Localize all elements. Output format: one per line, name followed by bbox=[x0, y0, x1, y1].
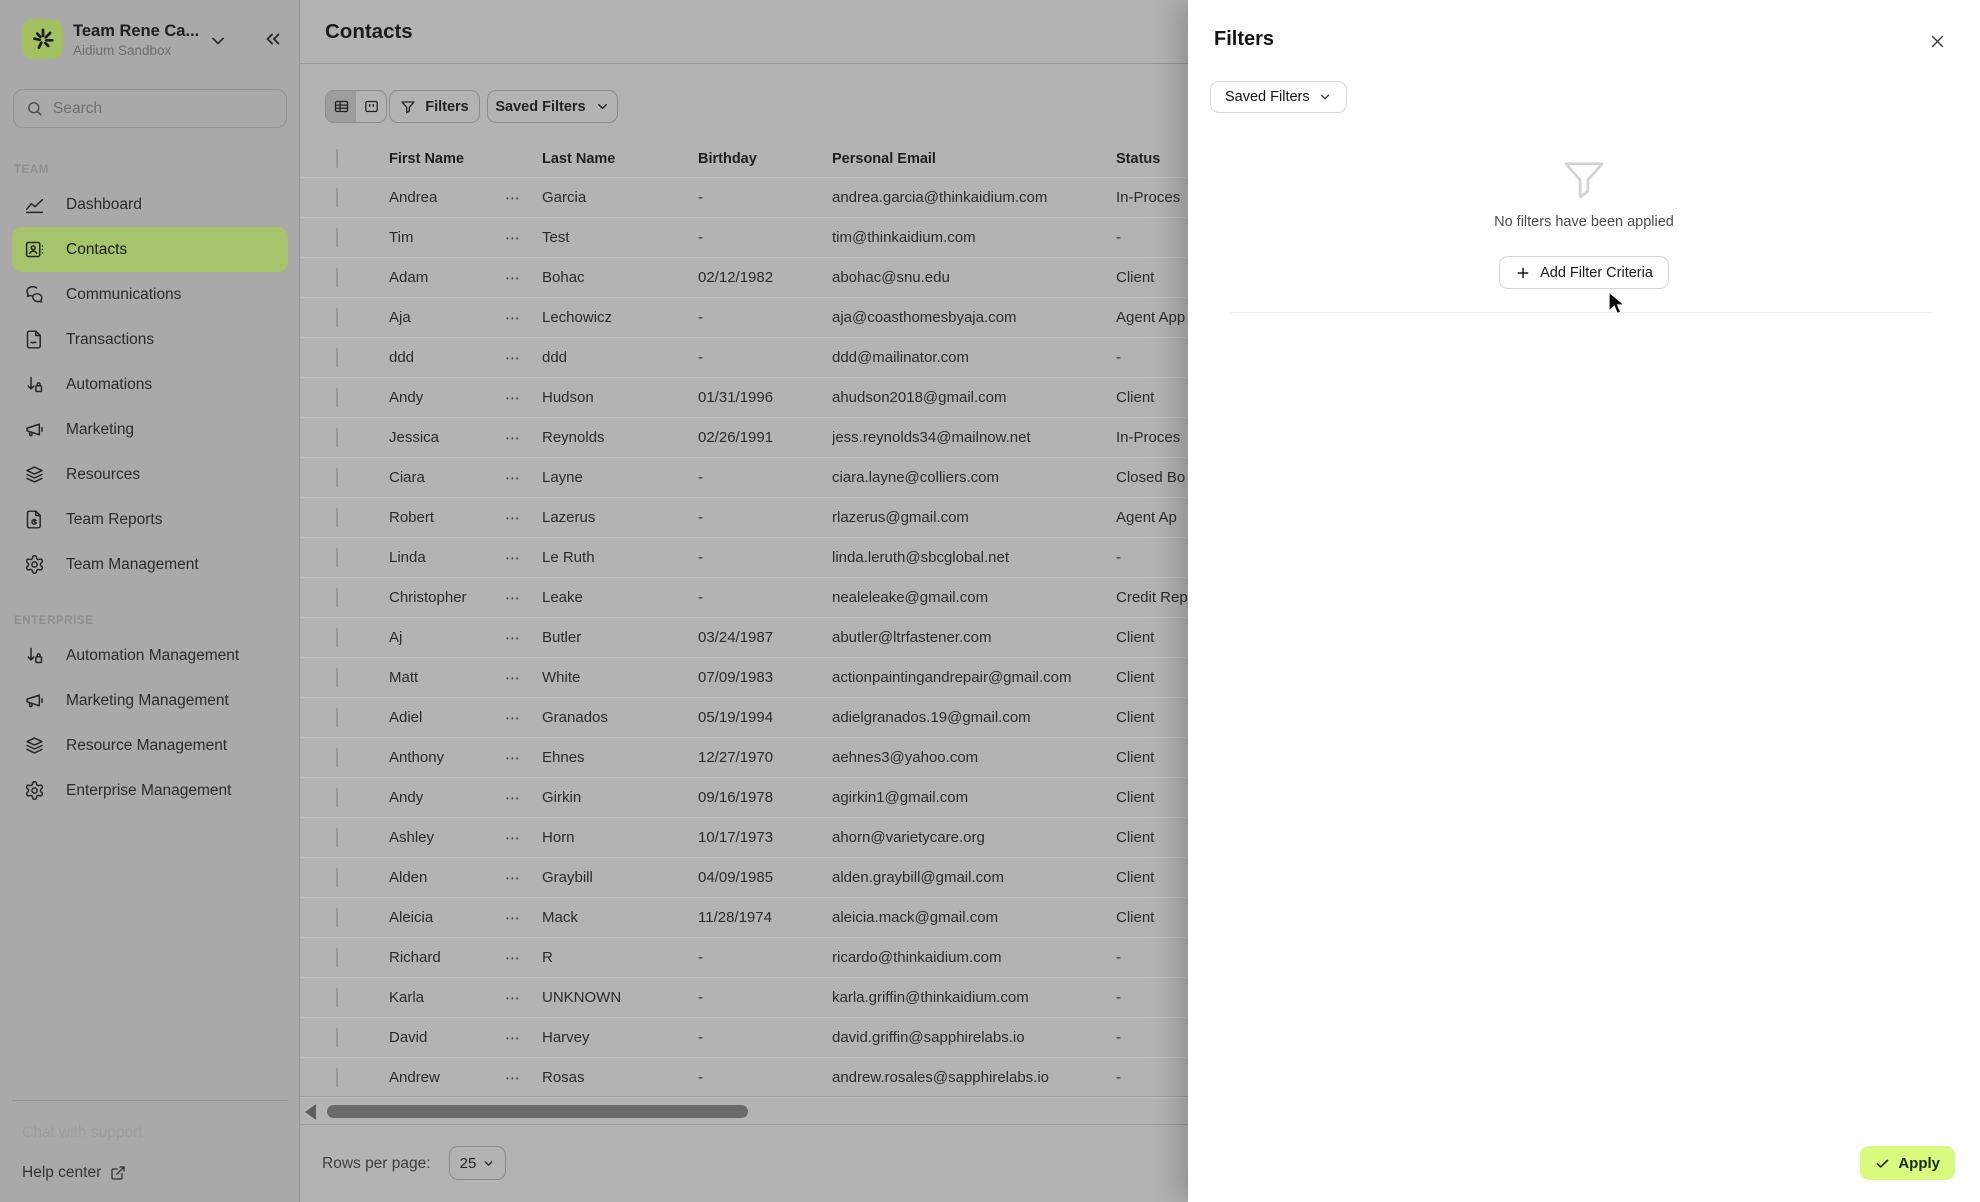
kanban-view-button[interactable] bbox=[356, 91, 386, 122]
cell-status: - bbox=[1116, 1029, 1121, 1046]
cell-personal-email[interactable]: nealeleake@gmail.com bbox=[832, 589, 989, 606]
row-checkbox[interactable] bbox=[336, 868, 338, 887]
row-checkbox[interactable] bbox=[336, 468, 338, 487]
sidebar-item-marketing-management[interactable] bbox=[12, 678, 288, 723]
row-checkbox[interactable] bbox=[336, 628, 338, 647]
row-checkbox[interactable] bbox=[336, 308, 338, 327]
cell-last-name[interactable]: Layne bbox=[542, 469, 583, 486]
automation-icon bbox=[23, 374, 45, 396]
saved-filters-button[interactable] bbox=[487, 90, 618, 123]
filters-button[interactable] bbox=[389, 90, 480, 123]
cell-birthday: 10/17/1973 bbox=[698, 829, 774, 846]
cell-last-name[interactable]: Granados bbox=[542, 709, 608, 726]
cell-last-name[interactable]: Ehnes bbox=[542, 749, 585, 766]
starburst-icon bbox=[30, 26, 56, 52]
cell-birthday: 03/24/1987 bbox=[698, 629, 774, 646]
column-header-status[interactable]: Status bbox=[1116, 150, 1161, 167]
cell-first-name[interactable]: Adiel bbox=[389, 709, 423, 726]
column-header-birthday[interactable]: Birthday bbox=[698, 150, 757, 167]
drawer-title: Filters bbox=[1214, 28, 1275, 50]
apply-button[interactable] bbox=[1860, 1146, 1955, 1180]
cell-birthday: 04/09/1985 bbox=[698, 869, 774, 886]
filters-drawer bbox=[1188, 0, 1980, 1202]
cell-birthday: 01/31/1996 bbox=[698, 389, 774, 406]
cell-last-name[interactable]: Leake bbox=[542, 589, 583, 606]
row-checkbox[interactable] bbox=[336, 508, 338, 527]
cell-personal-email[interactable]: karla.griffin@thinkaidium.com bbox=[832, 989, 1029, 1006]
cell-status: Agent App bbox=[1116, 309, 1186, 326]
chart-line-icon bbox=[23, 194, 45, 216]
cell-last-name[interactable]: Graybill bbox=[542, 869, 593, 886]
cell-birthday: 09/16/1978 bbox=[698, 789, 774, 806]
row-checkbox[interactable] bbox=[336, 428, 338, 447]
cell-personal-email[interactable]: ahorn@varietycare.org bbox=[832, 829, 985, 846]
cell-birthday: - bbox=[698, 229, 703, 246]
apply-button-label: Apply bbox=[1898, 1154, 1940, 1172]
sidebar-item-label: Marketing Management bbox=[66, 691, 229, 709]
cell-last-name[interactable]: UNKNOWN bbox=[542, 989, 622, 1006]
workspace-logo bbox=[22, 19, 63, 59]
funnel-empty-icon bbox=[1560, 160, 1608, 202]
cell-last-name[interactable]: ddd bbox=[542, 349, 568, 366]
drawer-divider bbox=[1231, 312, 1932, 313]
sidebar-item-label: Team Management bbox=[66, 555, 199, 573]
cell-first-name[interactable]: Ciara bbox=[389, 469, 425, 486]
cell-personal-email[interactable]: ddd@mailinator.com bbox=[832, 349, 969, 366]
cell-last-name[interactable]: Harvey bbox=[542, 1029, 590, 1046]
cell-status: Client bbox=[1116, 789, 1155, 806]
cell-last-name[interactable]: Girkin bbox=[542, 789, 582, 806]
sidebar-item-label: Resources bbox=[66, 465, 141, 483]
cell-personal-email[interactable]: ciara.layne@colliers.com bbox=[832, 469, 999, 486]
help-center-label: Help center bbox=[22, 1164, 102, 1181]
drawer-saved-filters-label: Saved Filters bbox=[1225, 89, 1310, 105]
cell-status: - bbox=[1116, 989, 1121, 1006]
sidebar-item-automations[interactable] bbox=[12, 362, 288, 407]
row-actions-ellipsis-icon[interactable]: ⋯ bbox=[505, 629, 521, 647]
cell-birthday: - bbox=[698, 949, 703, 966]
cell-birthday: - bbox=[698, 989, 703, 1006]
empty-state-text: No filters have been applied bbox=[1494, 214, 1674, 230]
collapse-sidebar-icon[interactable] bbox=[262, 28, 284, 50]
sidebar-item-communications[interactable] bbox=[12, 272, 288, 317]
row-actions-ellipsis-icon[interactable]: ⋯ bbox=[505, 269, 521, 287]
cell-status: Client bbox=[1116, 909, 1155, 926]
cell-birthday: 05/19/1994 bbox=[698, 709, 774, 726]
cell-birthday: - bbox=[698, 1069, 703, 1086]
cell-personal-email[interactable]: aehnes3@yahoo.com bbox=[832, 749, 979, 766]
cell-personal-email[interactable]: tim@thinkaidium.com bbox=[832, 229, 976, 246]
sidebar-item-marketing[interactable] bbox=[12, 407, 288, 452]
sidebar-item-label: Dashboard bbox=[66, 195, 142, 213]
row-actions-ellipsis-icon[interactable]: ⋯ bbox=[505, 829, 521, 847]
cell-birthday: 12/27/1970 bbox=[698, 749, 774, 766]
row-actions-ellipsis-icon[interactable]: ⋯ bbox=[505, 949, 521, 967]
search-icon bbox=[26, 100, 43, 117]
column-header-personal-email[interactable]: Personal Email bbox=[832, 150, 936, 167]
cell-personal-email[interactable]: ahudson2018@gmail.com bbox=[832, 389, 1007, 406]
rows-per-page-label: Rows per page: bbox=[322, 1155, 431, 1172]
cell-last-name[interactable]: Bohac bbox=[542, 269, 585, 286]
cell-last-name[interactable]: Rosas bbox=[542, 1069, 585, 1086]
row-checkbox[interactable] bbox=[336, 268, 338, 287]
cell-birthday: 02/12/1982 bbox=[698, 269, 774, 286]
cell-last-name[interactable]: Lazerus bbox=[542, 509, 596, 526]
row-checkbox[interactable] bbox=[336, 988, 338, 1007]
cell-personal-email[interactable]: abohac@snu.edu bbox=[832, 269, 950, 286]
column-header-first-name[interactable]: First Name bbox=[389, 150, 464, 167]
contact-card-icon bbox=[23, 239, 45, 261]
cell-status: Client bbox=[1116, 269, 1155, 286]
cell-first-name[interactable]: Robert bbox=[389, 509, 435, 526]
cell-first-name[interactable]: Andrea bbox=[389, 189, 438, 206]
cell-first-name[interactable]: Ashley bbox=[389, 829, 435, 846]
cell-personal-email[interactable]: alden.graybill@gmail.com bbox=[832, 869, 1004, 886]
sidebar-item-label: Contacts bbox=[66, 240, 128, 258]
cell-first-name[interactable]: Aj bbox=[389, 629, 403, 646]
cell-birthday: 11/28/1974 bbox=[698, 909, 772, 926]
cell-first-name[interactable]: Linda bbox=[389, 549, 426, 566]
cell-personal-email[interactable]: andrew.rosales@sapphirelabs.io bbox=[832, 1069, 1050, 1086]
funnel-icon bbox=[400, 99, 416, 115]
sidebar-item-label: Automations bbox=[66, 375, 153, 393]
drawer-saved-filters-button[interactable] bbox=[1210, 81, 1347, 113]
row-actions-ellipsis-icon[interactable]: ⋯ bbox=[505, 869, 521, 887]
cell-birthday: - bbox=[698, 549, 703, 566]
cell-first-name[interactable]: Jessica bbox=[389, 429, 440, 446]
cell-status: Agent Ap bbox=[1116, 509, 1177, 526]
cell-status: In-Proces bbox=[1116, 189, 1181, 206]
row-checkbox[interactable] bbox=[336, 228, 338, 247]
cell-last-name[interactable]: Mack bbox=[542, 909, 578, 926]
row-checkbox[interactable] bbox=[336, 348, 338, 367]
help-center-link[interactable] bbox=[22, 1164, 126, 1182]
row-actions-ellipsis-icon[interactable]: ⋯ bbox=[505, 749, 521, 767]
sidebar-item-team-management[interactable] bbox=[12, 542, 288, 587]
cell-status: Client bbox=[1116, 869, 1155, 886]
row-checkbox[interactable] bbox=[336, 828, 338, 847]
sidebar-item-label: Marketing bbox=[66, 420, 135, 438]
sidebar-item-label: Enterprise Management bbox=[66, 781, 232, 799]
cell-last-name[interactable]: White bbox=[542, 669, 581, 686]
row-checkbox[interactable] bbox=[336, 788, 338, 807]
sidebar-item-automation-management[interactable] bbox=[12, 633, 288, 678]
cell-personal-email[interactable]: actionpaintingandrepair@gmail.com bbox=[832, 669, 1072, 686]
cell-first-name[interactable]: ddd bbox=[389, 349, 415, 366]
rows-per-page-select[interactable] bbox=[449, 1146, 506, 1180]
cell-first-name[interactable]: Adam bbox=[389, 269, 429, 286]
cell-first-name[interactable]: David bbox=[389, 1029, 428, 1046]
cell-personal-email[interactable]: ricardo@thinkaidium.com bbox=[832, 949, 1002, 966]
nav-section-label: ENTERPRISE bbox=[14, 615, 94, 627]
row-checkbox[interactable] bbox=[336, 1068, 338, 1087]
row-actions-ellipsis-icon[interactable]: ⋯ bbox=[505, 1029, 521, 1047]
row-actions-ellipsis-icon[interactable]: ⋯ bbox=[505, 989, 521, 1007]
cell-personal-email[interactable]: agirkin1@gmail.com bbox=[832, 789, 969, 806]
workspace-org: Aidium Sandbox bbox=[73, 43, 172, 58]
cell-status: - bbox=[1116, 229, 1121, 246]
automation-icon bbox=[23, 645, 45, 667]
workspace-name: Team Rene Ca... bbox=[73, 22, 200, 40]
cell-personal-email[interactable]: rlazerus@gmail.com bbox=[832, 509, 969, 526]
row-checkbox[interactable] bbox=[336, 948, 338, 967]
row-actions-ellipsis-icon[interactable]: ⋯ bbox=[505, 669, 521, 687]
horizontal-scrollbar-thumb[interactable] bbox=[327, 1105, 748, 1118]
cell-status: - bbox=[1116, 349, 1121, 366]
cell-birthday: - bbox=[698, 309, 703, 326]
select-all-checkbox[interactable] bbox=[336, 149, 338, 168]
cell-first-name[interactable]: Richard bbox=[389, 949, 441, 966]
cell-birthday: - bbox=[698, 589, 703, 606]
row-actions-ellipsis-icon[interactable]: ⋯ bbox=[505, 389, 521, 407]
row-actions-ellipsis-icon[interactable]: ⋯ bbox=[505, 229, 521, 247]
table-view-icon bbox=[333, 98, 350, 115]
search-placeholder: Search bbox=[53, 99, 103, 117]
layers-icon bbox=[23, 464, 45, 486]
row-checkbox[interactable] bbox=[336, 1028, 338, 1047]
row-checkbox[interactable] bbox=[336, 668, 338, 687]
row-actions-ellipsis-icon[interactable]: ⋯ bbox=[505, 909, 521, 927]
gear-icon bbox=[23, 780, 45, 802]
cell-status: Client bbox=[1116, 629, 1155, 646]
cell-first-name[interactable]: Karla bbox=[389, 989, 425, 1006]
cell-first-name[interactable]: Tim bbox=[389, 229, 414, 246]
cell-personal-email[interactable]: abutler@ltrfastener.com bbox=[832, 629, 992, 646]
cell-birthday: - bbox=[698, 349, 703, 366]
cell-last-name[interactable]: Horn bbox=[542, 829, 575, 846]
page-title: Contacts bbox=[325, 20, 413, 43]
kanban-view-icon bbox=[363, 98, 380, 115]
cell-personal-email[interactable]: aleicia.mack@gmail.com bbox=[832, 909, 999, 926]
sidebar-item-label: Communications bbox=[66, 285, 182, 303]
chevron-down-icon bbox=[1318, 90, 1332, 104]
row-actions-ellipsis-icon[interactable]: ⋯ bbox=[505, 1069, 521, 1087]
cell-personal-email[interactable]: aja@coasthomesbyaja.com bbox=[832, 309, 1017, 326]
row-actions-ellipsis-icon[interactable]: ⋯ bbox=[505, 509, 521, 527]
close-icon[interactable] bbox=[1926, 30, 1948, 52]
row-checkbox[interactable] bbox=[336, 708, 338, 727]
layers-icon bbox=[23, 735, 45, 757]
external-link-icon bbox=[110, 1165, 126, 1181]
cell-status: In-Proces bbox=[1116, 429, 1181, 446]
sidebar-item-dashboard[interactable] bbox=[12, 182, 288, 227]
megaphone-icon bbox=[23, 690, 45, 712]
row-actions-ellipsis-icon[interactable]: ⋯ bbox=[505, 589, 521, 607]
cell-last-name[interactable]: Butler bbox=[542, 629, 582, 646]
cell-status: Client bbox=[1116, 829, 1155, 846]
cell-first-name[interactable]: Andy bbox=[389, 389, 424, 406]
report-doc-icon bbox=[23, 509, 45, 531]
search-input[interactable] bbox=[13, 89, 287, 128]
row-actions-ellipsis-icon[interactable]: ⋯ bbox=[505, 469, 521, 487]
cell-status: Client bbox=[1116, 709, 1155, 726]
row-checkbox[interactable] bbox=[336, 588, 338, 607]
add-filter-criteria-button[interactable] bbox=[1499, 256, 1669, 289]
document-icon bbox=[23, 329, 45, 351]
row-checkbox[interactable] bbox=[336, 188, 338, 207]
cell-status: Credit Rep bbox=[1116, 589, 1188, 606]
cell-last-name[interactable]: Garcia bbox=[542, 189, 587, 206]
row-actions-ellipsis-icon[interactable]: ⋯ bbox=[505, 789, 521, 807]
cell-last-name[interactable]: Lechowicz bbox=[542, 309, 613, 326]
sidebar-item-label: Transactions bbox=[66, 330, 155, 348]
cell-first-name[interactable]: Andy bbox=[389, 789, 424, 806]
cell-birthday: - bbox=[698, 189, 703, 206]
cell-last-name[interactable]: R bbox=[542, 949, 553, 966]
plus-icon bbox=[1515, 265, 1531, 281]
cell-birthday: 02/26/1991 bbox=[698, 429, 774, 446]
nav-section-label: TEAM bbox=[14, 164, 49, 176]
row-actions-ellipsis-icon[interactable]: ⋯ bbox=[505, 549, 521, 567]
sidebar-item-enterprise-management[interactable] bbox=[12, 768, 288, 813]
rows-per-page-value: 25 bbox=[459, 1154, 477, 1172]
cell-first-name[interactable]: Aleicia bbox=[389, 909, 434, 926]
sidebar-item-transactions[interactable] bbox=[12, 317, 288, 362]
sidebar-item-label: Automation Management bbox=[66, 646, 240, 664]
cell-personal-email[interactable]: jess.reynolds34@mailnow.net bbox=[832, 429, 1031, 446]
cell-status: Closed Bo bbox=[1116, 469, 1186, 486]
sidebar-item-team-reports[interactable] bbox=[12, 497, 288, 542]
row-checkbox[interactable] bbox=[336, 388, 338, 407]
sidebar-item-label: Team Reports bbox=[66, 510, 163, 528]
cell-first-name[interactable]: Anthony bbox=[389, 749, 445, 766]
scroll-left-arrow-icon[interactable] bbox=[305, 1104, 316, 1120]
sidebar bbox=[0, 0, 300, 1202]
cell-status: - bbox=[1116, 549, 1121, 566]
megaphone-icon bbox=[23, 419, 45, 441]
cell-first-name[interactable]: Andrew bbox=[389, 1069, 440, 1086]
chat-with-support-link[interactable]: Chat with support bbox=[22, 1124, 143, 1141]
sidebar-item-contacts[interactable] bbox=[12, 227, 288, 272]
chat-bubbles-icon bbox=[23, 284, 45, 306]
sidebar-item-resource-management[interactable] bbox=[12, 723, 288, 768]
chevron-down-icon[interactable] bbox=[208, 31, 228, 51]
add-filter-criteria-label: Add Filter Criteria bbox=[1540, 264, 1653, 281]
saved-filters-label: Saved Filters bbox=[495, 98, 586, 115]
cell-last-name[interactable]: Reynolds bbox=[542, 429, 605, 446]
check-icon bbox=[1875, 1156, 1890, 1171]
row-actions-ellipsis-icon[interactable]: ⋯ bbox=[505, 189, 521, 207]
chevron-down-icon bbox=[595, 99, 610, 114]
cell-personal-email[interactable]: adielgranados.19@gmail.com bbox=[832, 709, 1031, 726]
cell-birthday: - bbox=[698, 509, 703, 526]
filters-empty-state bbox=[1188, 160, 1980, 289]
cell-status: Client bbox=[1116, 389, 1155, 406]
cell-status: Client bbox=[1116, 749, 1155, 766]
cell-first-name[interactable]: Alden bbox=[389, 869, 428, 886]
row-actions-ellipsis-icon[interactable]: ⋯ bbox=[505, 709, 521, 727]
row-actions-ellipsis-icon[interactable]: ⋯ bbox=[505, 309, 521, 327]
row-checkbox[interactable] bbox=[336, 548, 338, 567]
cell-birthday: 07/09/1983 bbox=[698, 669, 774, 686]
cell-birthday: - bbox=[698, 469, 703, 486]
workspace-switcher[interactable] bbox=[0, 0, 300, 80]
row-actions-ellipsis-icon[interactable]: ⋯ bbox=[505, 349, 521, 367]
cell-birthday: - bbox=[698, 1029, 703, 1046]
filters-button-label: Filters bbox=[425, 98, 469, 115]
cell-last-name[interactable]: Hudson bbox=[542, 389, 594, 406]
row-checkbox[interactable] bbox=[336, 748, 338, 767]
sidebar-footer-divider bbox=[12, 1100, 288, 1101]
cell-personal-email[interactable]: david.griffin@sapphirelabs.io bbox=[832, 1029, 1025, 1046]
cell-last-name[interactable]: Le Ruth bbox=[542, 549, 595, 566]
cell-first-name[interactable]: Aja bbox=[389, 309, 411, 326]
chevron-down-icon bbox=[482, 1157, 495, 1170]
gear-icon bbox=[23, 554, 45, 576]
view-toggle bbox=[325, 90, 387, 123]
sidebar-nav bbox=[0, 150, 300, 813]
row-checkbox[interactable] bbox=[336, 908, 338, 927]
sidebar-item-resources[interactable] bbox=[12, 452, 288, 497]
cell-personal-email[interactable]: linda.leruth@sbcglobal.net bbox=[832, 549, 1010, 566]
cell-personal-email[interactable]: andrea.garcia@thinkaidium.com bbox=[832, 189, 1048, 206]
cell-status: - bbox=[1116, 1069, 1121, 1086]
cell-first-name[interactable]: Christopher bbox=[389, 589, 467, 606]
cell-status: Client bbox=[1116, 669, 1155, 686]
cell-last-name[interactable]: Test bbox=[542, 229, 570, 246]
column-header-last-name[interactable]: Last Name bbox=[542, 150, 616, 167]
cell-status: - bbox=[1116, 949, 1121, 966]
row-actions-ellipsis-icon[interactable]: ⋯ bbox=[505, 429, 521, 447]
sidebar-item-label: Resource Management bbox=[66, 736, 228, 754]
cell-first-name[interactable]: Matt bbox=[389, 669, 419, 686]
table-view-button[interactable] bbox=[326, 91, 356, 122]
